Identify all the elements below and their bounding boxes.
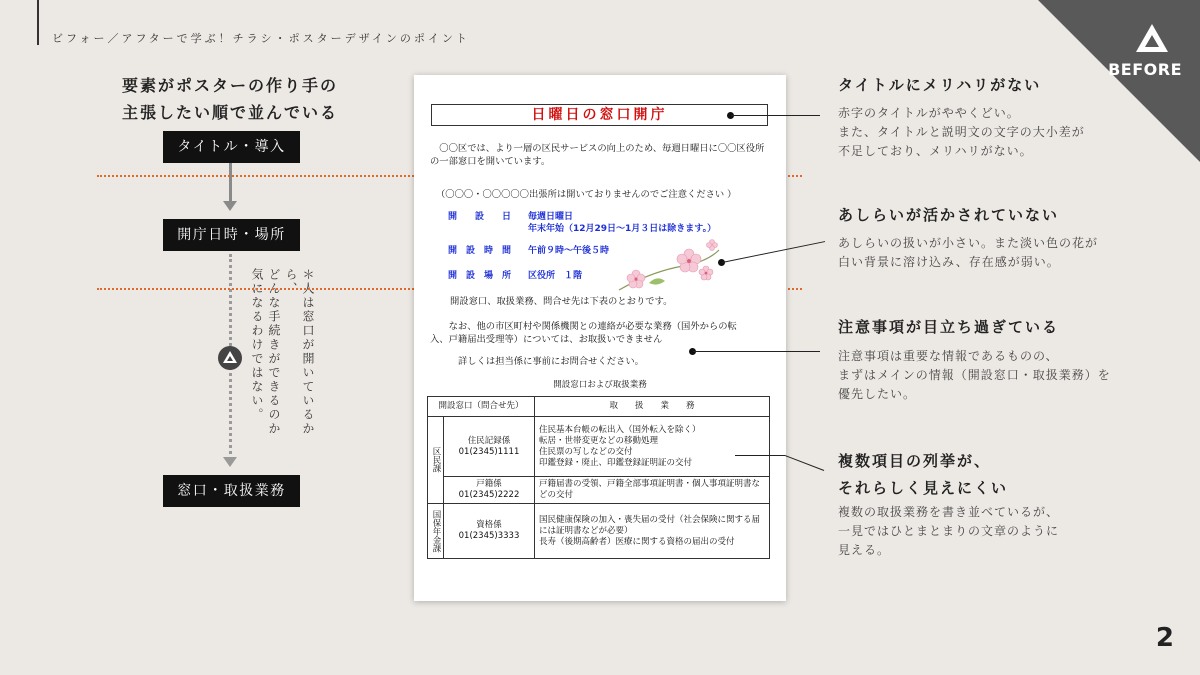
flyer-title: 日曜日の窓口開庁 bbox=[431, 104, 768, 126]
dept-name: 住民記録係 bbox=[467, 435, 511, 446]
callout-line bbox=[735, 455, 785, 456]
info-label: 開 設 時 間 bbox=[448, 246, 512, 256]
flyer-intro: 〇〇区では、より一層の区民サービスの向上のため、毎週日曜日に〇〇区役所の一部窓口を開いています。 bbox=[430, 143, 765, 167]
flyer-para-2: なお、他の市区町村や関係機関との連絡が必要な業務（国外からの転入、戸籍届出受理等）については、お取扱いできません bbox=[430, 321, 737, 345]
table-header-row bbox=[428, 397, 770, 417]
info-value: 毎週日曜日 bbox=[528, 212, 574, 222]
point-body: あしらいの扱いが小さい。また淡い色の花が 白い背景に溶け込み、存在感が弱い。 bbox=[838, 236, 1099, 269]
callout-line bbox=[693, 351, 820, 352]
step-counter-services: 窓口・取扱業務 bbox=[163, 475, 300, 507]
flyer-caution: （〇〇〇・〇〇〇〇〇出張所は開いておりませんのでご注意ください ） bbox=[436, 189, 737, 200]
point-title: 複数項目の列挙が、 それらしく見えにくい bbox=[838, 452, 1009, 497]
delta-logo-icon bbox=[1134, 22, 1170, 54]
point-title: タイトルにメリハリがない bbox=[838, 76, 1042, 94]
info-label: 開 設 日 bbox=[448, 212, 512, 222]
section-cell: 区民課 bbox=[428, 417, 444, 504]
dept-cell bbox=[444, 504, 535, 559]
header-title: ビフォー／アフターで学ぶ！チラシ・ポスターデザインのポイント bbox=[52, 32, 470, 45]
info-label: 開 設 場 所 bbox=[448, 271, 512, 281]
delta-circle-icon bbox=[218, 346, 242, 370]
vertical-note: ＊人は窓口が開いているから、 どんな手続きができるのか 気になるわけではない。 bbox=[250, 268, 315, 436]
work-cell: 戸籍届書の受領、戸籍全部事項証明書・個人事項証明書などの交付 bbox=[535, 477, 770, 504]
dept-phone: 01(2345)2222 bbox=[458, 490, 520, 500]
arrow-down-icon bbox=[223, 457, 237, 467]
before-label: BEFORE bbox=[1108, 60, 1182, 79]
services-table bbox=[427, 396, 770, 559]
header-rule bbox=[37, 0, 39, 45]
dept-name: 戸籍係 bbox=[476, 479, 502, 489]
dept-cell bbox=[444, 477, 535, 504]
table-row bbox=[428, 504, 770, 559]
table-row bbox=[428, 417, 770, 477]
info-value: 区役所 １階 bbox=[528, 271, 583, 281]
cherry-blossom-icon bbox=[614, 235, 724, 295]
dept-cell bbox=[444, 417, 535, 477]
callout-line bbox=[785, 455, 825, 471]
arrow-down-icon bbox=[223, 201, 237, 211]
dept-phone: 01(2345)1111 bbox=[458, 446, 520, 457]
section-cell: 国保年金課 bbox=[428, 504, 444, 559]
page-number: 2 bbox=[1155, 623, 1174, 653]
info-value: 年末年始（12月29日～1月３日は除きます。） bbox=[528, 224, 717, 234]
info-value: 午前９時～午後５時 bbox=[528, 246, 610, 256]
work-cell: 住民基本台帳の転出入（国外転入を除く） 転居・世帯変更などの移動処理 住民票の写しなどの交付 印鑑登録・廃止、印鑑登録証明証の交付 bbox=[535, 417, 770, 477]
dept-phone: 01(2345)3333 bbox=[458, 531, 520, 541]
step-datetime-place: 開庁日時・場所 bbox=[163, 219, 300, 251]
dept-name: 資格係 bbox=[476, 520, 502, 530]
point-body: 複数の取扱業務を書き並べているが、 一見ではひとまとまりの文章のように 見える。 bbox=[838, 505, 1060, 557]
table-row bbox=[428, 477, 770, 504]
step-connector bbox=[229, 163, 232, 201]
table-header: 取 扱 業 務 bbox=[535, 397, 770, 417]
left-heading: 要素がポスターの作り手の 主張したい順で並んでいる bbox=[122, 76, 339, 122]
point-title: 注意事項が目立ち過ぎている bbox=[838, 318, 1060, 336]
callout-line bbox=[731, 115, 820, 116]
point-body: 注意事項は重要な情報であるものの、 まずはメインの情報（開設窓口・取扱業務）を 優先したい。 bbox=[838, 349, 1111, 401]
point-title: あしらいが活かされていない bbox=[838, 206, 1060, 224]
point-body: 赤字のタイトルがややくどい。 また、タイトルと説明文の文字の大小差が 不足しており、メリハリがない。 bbox=[838, 106, 1085, 158]
flyer-para-3: 詳しくは担当係に事前にお問合せください。 bbox=[458, 356, 644, 367]
work-cell: 国民健康保険の加入・喪失届の受付（社会保険に関する届には証明書などが必要） 長寿（後期高齢者）医療に関する資格の届出の受付 bbox=[535, 504, 770, 559]
table-header: 開設窓口（問合せ先） bbox=[428, 397, 535, 417]
table-caption: 開設窓口および取扱業務 bbox=[553, 380, 647, 390]
flyer-para-1: 開設窓口、取扱業務、問合せ先は下表のとおりです。 bbox=[450, 296, 673, 307]
flyer-page bbox=[414, 75, 786, 601]
step-title-intro: タイトル・導入 bbox=[163, 131, 300, 163]
